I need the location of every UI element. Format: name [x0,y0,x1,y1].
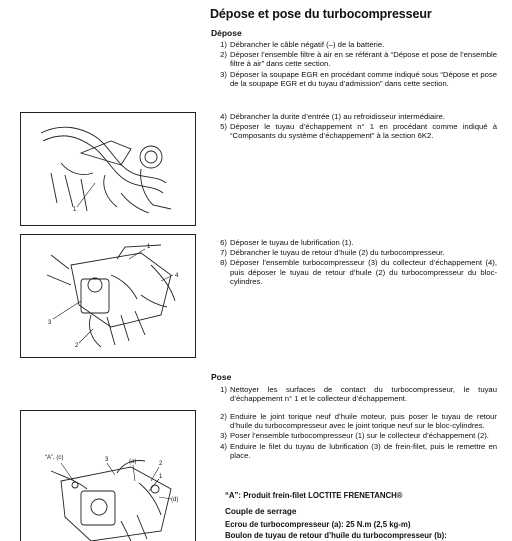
step-text: Déposer le tuyau d’échappement n° 1 en procédant comme indiqué à “Composants du système d’échappement” à la section 6K2. [230,122,497,141]
depose-steps-2 [211,112,497,142]
pose-heading: Pose [211,372,232,382]
fig2-callout-4: 4 [175,273,179,279]
depose-steps-1 [211,40,497,89]
figure-turbo-removal-drawing [21,235,195,357]
step-text: Enduire le filet du tuyau de lubrification (3) de frein-filet, puis le remettre en place. [230,441,497,460]
depose-steps-3 [211,238,497,287]
figure-turbo-removal [20,234,196,358]
depose-heading: Dépose [211,28,242,38]
fig2-callout-2: 2 [75,343,79,349]
step-item [211,70,497,88]
figure-intake-hose [20,112,196,226]
step-text: Débrancher la durite d’entrée (1) au refroidisseur intermédiaire. [230,112,445,121]
step-text: Poser l’ensemble turbocompresseur (1) sur le collecteur d’échappement (2). [230,431,489,441]
step-number: 2) [220,50,227,60]
page-title: Dépose et pose du turbocompresseur [210,7,432,21]
step-text: Enduire le joint torique neuf d’huile moteur, puis poser le tuyau de retour d’huile du turbocompresseur avec le joint torique neuf sur le bloc-cylindres. [230,412,497,431]
step-text: Nettoyer les surfaces de contact du turbocompresseur, le tuyau d’échappement n° 1 et le collecteur d’échappement. [230,385,497,404]
step-item [211,50,497,68]
step-item [211,112,497,121]
step-item [211,122,497,140]
step-number: 3) [220,431,227,441]
step-text: Débrancher le tuyau de retour d’huile (2) du turbocompresseur. [230,248,445,258]
fig3-callout-a-c: “A”, (c) [45,455,64,461]
step-number: 4) [220,112,227,121]
fig3-callout-3: 3 [105,457,109,463]
step-item [211,442,497,460]
torque-heading: Couple de serrage [225,507,297,516]
step-number: 3) [220,69,227,79]
step-text: Déposer l’ensemble turbocompresseur (3) du collecteur d’échappement (4), puis déposer le tuyau de retour d’huile (2) du turbocompresseur du bloc-cylindres. [230,258,497,286]
step-number: 1) [220,40,227,49]
torque-line-bolt: Boulon de tuyau de retour d’huile du turbocompresseur (b): [225,531,447,540]
figure-turbo-install-drawing [21,411,195,541]
step-item [211,412,497,430]
torque-line-nut: Ecrou de turbocompresseur (a): 25 N.m (2,5 kg-m) [225,520,411,529]
step-item [211,40,497,49]
step-item [211,248,497,257]
step-number: 7) [220,248,227,258]
pose-steps-1 [211,385,497,404]
step-item [211,238,497,247]
step-item [211,385,497,403]
step-number: 6) [220,238,227,247]
step-number: 2) [220,412,227,421]
pose-steps-2 [211,412,497,461]
step-item [211,258,497,286]
fig2-callout-3: 3 [48,320,52,326]
step-number: 5) [220,122,227,132]
step-text: Débrancher le câble négatif (–) de la batterie. [230,40,385,49]
fig1-callout-1: 1 [73,207,77,213]
figure-intake-hose-drawing [21,113,195,225]
figure-turbo-install [20,410,196,541]
step-text: Déposer la soupape EGR en procédant comme indiqué sous “Dépose et pose de la soupape EGR et du tuyau d’admission” dans cette section. [230,69,497,88]
fig3-callout-1: 1 [159,474,163,480]
fig3-callout-a: (a) [129,459,137,465]
step-number: 8) [220,258,227,268]
fig2-callout-1: 1 [147,244,151,250]
fig3-callout-d: (d) [171,497,179,503]
step-number: 1) [220,385,227,394]
step-item [211,431,497,440]
step-text: Déposer le tuyau de lubrification (1). [230,238,354,247]
step-number: 4) [220,441,227,451]
fig3-callout-2: 2 [159,461,163,467]
step-text: Déposer l’ensemble filtre à air en se référant à “Dépose et pose de l’ensemble filtre à air” dans cette section. [230,50,497,69]
adhesive-note: “A”: Produit frein-filet LOCTITE FRENETANCH® [225,491,403,500]
